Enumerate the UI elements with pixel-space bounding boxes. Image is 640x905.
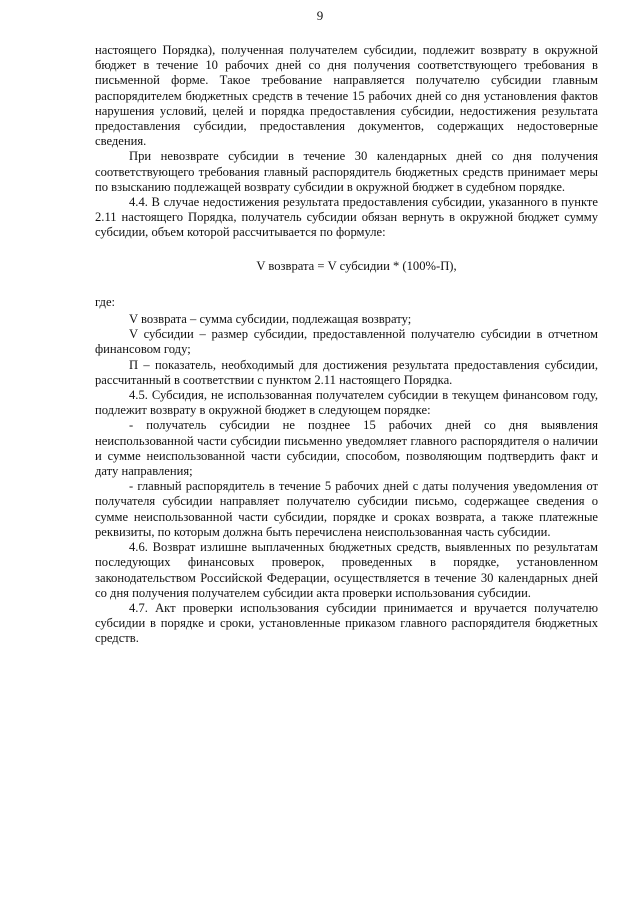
paragraph-4-4: 4.4. В случае недостижения результата предоставления субсидии, указанного в пункте 2.11 настоящего Порядка, получатель субсидии обязан вернуть в окружной бюджет сумму субсидии, объем которой рассчитывается по формуле: [95,195,598,240]
paragraph-4-5: 4.5. Субсидия, не использованная получателем субсидии в текущем финансовом году, подлежит возврату в окружной бюджет в следующем порядке: [95,388,598,418]
page-number: 9 [316,8,324,23]
formula-term-p: П – показатель, необходимый для достижения результата предоставления субсидии, рассчитанный в соответствии с пунктом 2.11 настоящего Порядка. [95,357,598,387]
paragraph-non-return: При невозврате субсидии в течение 30 календарных дней со дня получения соответствующего требования главный распорядитель бюджетных средств принимает меры по взысканию подлежащей возврату субсидии в окружной бюджет в судебном порядке. [95,149,598,194]
list-item-distributor-letter: - главный распорядитель в течение 5 рабочих дней с даты получения уведомления от получателя субсидии направляет получателю субсидии письмо, содержащее сведения о сумме неиспользованной части субсидии, порядке и сроках возврата, а также платежные реквизиты, по которым должна быть перечислена неиспользованная часть субсидии. [95,479,598,539]
formula-term-v-return: V возврата – сумма субсидии, подлежащая возврату; [129,312,412,327]
paragraph-return-continued: настоящего Порядка), полученная получателем субсидии, подлежит возврату в окружной бюджет в течение 10 рабочих дней со дня получения соответствующего требования в письменной форме. Такое требование направляется получателю субсидии главным распорядителем бюджетных средств в течение 15 рабочих дней со дня установления фактов нарушения условий, целей и порядка предоставления субсидии, недостижения результата предоставления субсидии, предоставления документов, содержащих недостоверные сведения. [95,43,598,149]
document-body [95,43,598,647]
formula-where-label: где: [95,294,116,309]
list-item-recipient-notice: - получатель субсидии не позднее 15 рабочих дней со дня выявления неиспользованной части субсидии письменно уведомляет главного распорядителя о наличии и сумме неиспользованной части субсидии, способом, позволяющим подтвердить факт и дату направления; [95,418,598,479]
formula-term-v-subsidy: V субсидии – размер субсидии, предоставленной получателю субсидии в отчетном финансовом году; [95,327,598,357]
paragraph-4-7: 4.7. Акт проверки использования субсидии принимается и вручается получателю субсидии в порядке и сроки, установленные приказом главного распорядителя бюджетных средств. [95,600,598,646]
return-formula: V возврата = V субсидии * (100%-П), [256,258,457,273]
paragraph-4-6: 4.6. Возврат излишне выплаченных бюджетных средств, выявленных по результатам последующих финансовых проверок, проведенных в порядке, установленном законодательством Российской Федерации, осуществляется в течение 30 календарных дней со дня получения получателем субсидии акта проверки использования субсидии. [95,540,598,600]
